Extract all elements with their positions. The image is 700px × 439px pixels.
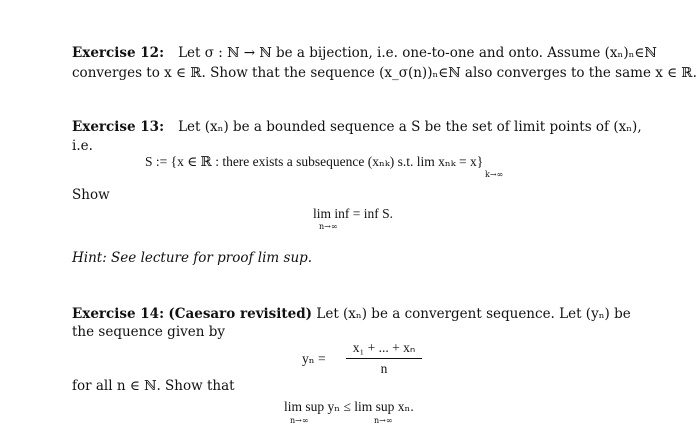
exercise-13-text-1: Let (xₙ) be a bounded sequence a S be the set of limit points of (xₙ), <box>178 119 642 135</box>
exercise-13-show: Show <box>72 187 110 203</box>
exercise-13-line-2: i.e. <box>72 138 93 154</box>
fraction-bar <box>346 358 422 359</box>
exercise-14-subtitle: (Caesaro revisited) <box>168 306 313 322</box>
liminf-subscript: n→∞ <box>319 222 338 231</box>
exercise-12-line-1 <box>72 44 657 62</box>
exercise-12-title: Exercise 12: <box>72 45 165 61</box>
limsup-left-subscript: n→∞ <box>290 416 309 425</box>
exercise-14-line-1 <box>72 305 631 323</box>
fraction-denominator: n <box>380 361 388 376</box>
yn-label: yₙ = <box>302 351 326 366</box>
exercise-13-hint: Hint: See lecture for proof lim sup. <box>72 250 313 266</box>
set-definition-limit-subscript: k→∞ <box>485 170 504 179</box>
exercise-13-line-1 <box>72 118 642 136</box>
exercise-12-line-2: converges to x ∈ ℝ. Show that the sequence (x_σ(n))ₙ∈ℕ also converges to the same x ∈ ℝ. <box>72 65 697 81</box>
liminf-equation: lim inf = inf S. <box>313 206 393 221</box>
exercise-14-for-all: for all n ∈ ℕ. Show that <box>72 378 235 394</box>
exercise-14-text-1: Let (xₙ) be a convergent sequence. Let (yₙ) be <box>316 306 631 322</box>
exercise-14-line-2: the sequence given by <box>72 324 226 340</box>
exercise-13-title: Exercise 13: <box>72 119 165 135</box>
limsup-inequality: lim sup yₙ ≤ lim sup xₙ. <box>284 399 414 414</box>
exercise-14-title: Exercise 14: <box>72 306 165 322</box>
fraction-numerator: x₁ + ... + xₙ <box>352 340 416 355</box>
limit-point-set-definition: S := {x ∈ ℝ : there exists a subsequence (xₙₖ) s.t. lim xₙₖ = x} <box>145 154 484 169</box>
exercise-12-text-1: Let σ : ℕ → ℕ be a bijection, i.e. one-to-one and onto. Assume (xₙ)ₙ∈ℕ <box>178 45 657 61</box>
limsup-right-subscript: n→∞ <box>374 416 393 425</box>
